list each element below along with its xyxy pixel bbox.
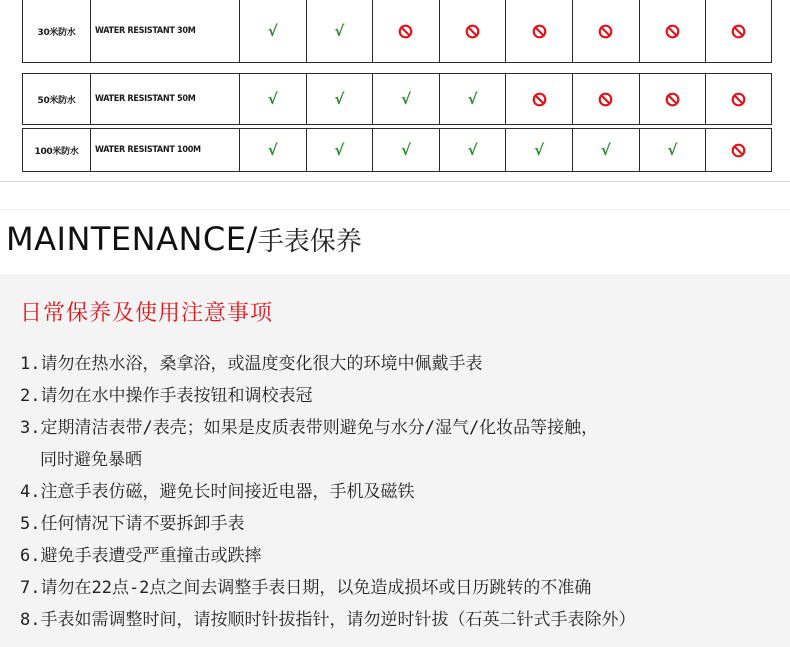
mark-cell bbox=[505, 128, 572, 172]
mark-cell bbox=[505, 73, 572, 125]
list-item-text: 6.避免手表遭受严重撞击或跌摔 bbox=[20, 546, 262, 566]
table-row bbox=[22, 128, 772, 172]
prohibited-icon bbox=[731, 143, 746, 158]
check-icon: √ bbox=[267, 141, 278, 159]
mark-cell bbox=[705, 0, 772, 63]
prohibited-icon bbox=[532, 92, 547, 107]
check-icon: √ bbox=[667, 141, 678, 159]
mark-cell bbox=[572, 0, 639, 63]
check-icon: √ bbox=[400, 141, 411, 159]
section-title-separator: / bbox=[246, 220, 258, 258]
prohibited-icon bbox=[465, 24, 480, 39]
check-icon: √ bbox=[334, 141, 345, 159]
section-title-english: MAINTENANCE bbox=[6, 220, 247, 258]
label-cell: WATER RESISTANT 30M bbox=[90, 0, 239, 63]
check-icon: √ bbox=[334, 90, 345, 108]
list-item bbox=[20, 604, 635, 636]
check-icon: √ bbox=[334, 22, 345, 40]
mark-cell bbox=[239, 128, 306, 172]
table-row bbox=[22, 73, 772, 125]
water-resistance-table bbox=[22, 0, 772, 172]
mark-cell bbox=[239, 0, 306, 63]
mark-cell bbox=[372, 128, 439, 172]
mark-cell bbox=[439, 0, 506, 63]
maintenance-panel bbox=[0, 274, 790, 647]
divider bbox=[0, 209, 790, 210]
check-icon: √ bbox=[534, 141, 545, 159]
list-item-text: 7.请勿在22点-2点之间去调整手表日期，以免造成损坏或日历跳转的不准确 bbox=[20, 578, 592, 598]
list-item bbox=[20, 508, 635, 540]
list-item bbox=[20, 476, 635, 508]
list-item-text: 1.请勿在热水浴，桑拿浴，或温度变化很大的环境中佩戴手表 bbox=[20, 354, 483, 374]
table-row bbox=[22, 0, 772, 63]
check-icon: √ bbox=[467, 90, 478, 108]
list-item-text: 3.定期清洁表带/表壳；如果是皮质表带则避免与水分/湿气/化妆品等接触， bbox=[20, 418, 599, 438]
mark-cell bbox=[639, 128, 706, 172]
prohibited-icon bbox=[598, 92, 613, 107]
depth-cell: 100米防水 bbox=[22, 128, 90, 172]
mark-cell bbox=[306, 0, 373, 63]
maintenance-list bbox=[20, 348, 635, 636]
mark-cell bbox=[306, 73, 373, 125]
list-item-continuation: 同时避免暴晒 bbox=[40, 450, 142, 470]
mark-cell bbox=[239, 73, 306, 125]
mark-cell bbox=[439, 73, 506, 125]
list-item bbox=[20, 540, 635, 572]
prohibited-icon bbox=[731, 24, 746, 39]
mark-cell bbox=[306, 128, 373, 172]
mark-cell bbox=[372, 0, 439, 63]
list-item-text: 4.注意手表仿磁，避免长时间接近电器，手机及磁铁 bbox=[20, 482, 415, 502]
mark-cell bbox=[505, 0, 572, 63]
depth-cell: 50米防水 bbox=[22, 73, 90, 125]
mark-cell bbox=[572, 73, 639, 125]
check-icon: √ bbox=[467, 141, 478, 159]
mark-cell bbox=[372, 73, 439, 125]
check-icon: √ bbox=[600, 141, 611, 159]
mark-cell bbox=[639, 0, 706, 63]
list-item bbox=[20, 412, 635, 476]
mark-cell bbox=[572, 128, 639, 172]
prohibited-icon bbox=[665, 92, 680, 107]
section-title-chinese: 手表保养 bbox=[257, 227, 362, 257]
prohibited-icon bbox=[665, 24, 680, 39]
maintenance-heading: 日常保养及使用注意事项 bbox=[20, 301, 274, 326]
mark-cell bbox=[705, 128, 772, 172]
check-icon: √ bbox=[267, 90, 278, 108]
mark-cell bbox=[705, 73, 772, 125]
section-title bbox=[6, 220, 362, 264]
prohibited-icon bbox=[598, 24, 613, 39]
water-resistance-panel bbox=[0, 0, 790, 182]
prohibited-icon bbox=[731, 92, 746, 107]
prohibited-icon bbox=[398, 24, 413, 39]
list-item bbox=[20, 380, 635, 412]
check-icon: √ bbox=[400, 90, 411, 108]
list-item bbox=[20, 572, 635, 604]
list-item-text: 2.请勿在水中操作手表按钮和调校表冠 bbox=[20, 386, 313, 406]
mark-cell bbox=[639, 73, 706, 125]
divider bbox=[0, 181, 790, 182]
label-cell: WATER RESISTANT 50M bbox=[90, 73, 239, 125]
depth-cell: 30米防水 bbox=[22, 0, 90, 63]
list-item-text: 5.任何情况下请不要拆卸手表 bbox=[20, 514, 245, 534]
list-item-text: 8.手表如需调整时间，请按顺时针拔指针，请勿逆时针拔（石英二针式手表除外） bbox=[20, 610, 636, 630]
list-item bbox=[20, 348, 635, 380]
label-cell: WATER RESISTANT 100M bbox=[90, 128, 239, 172]
check-icon: √ bbox=[267, 22, 278, 40]
mark-cell bbox=[439, 128, 506, 172]
prohibited-icon bbox=[532, 24, 547, 39]
